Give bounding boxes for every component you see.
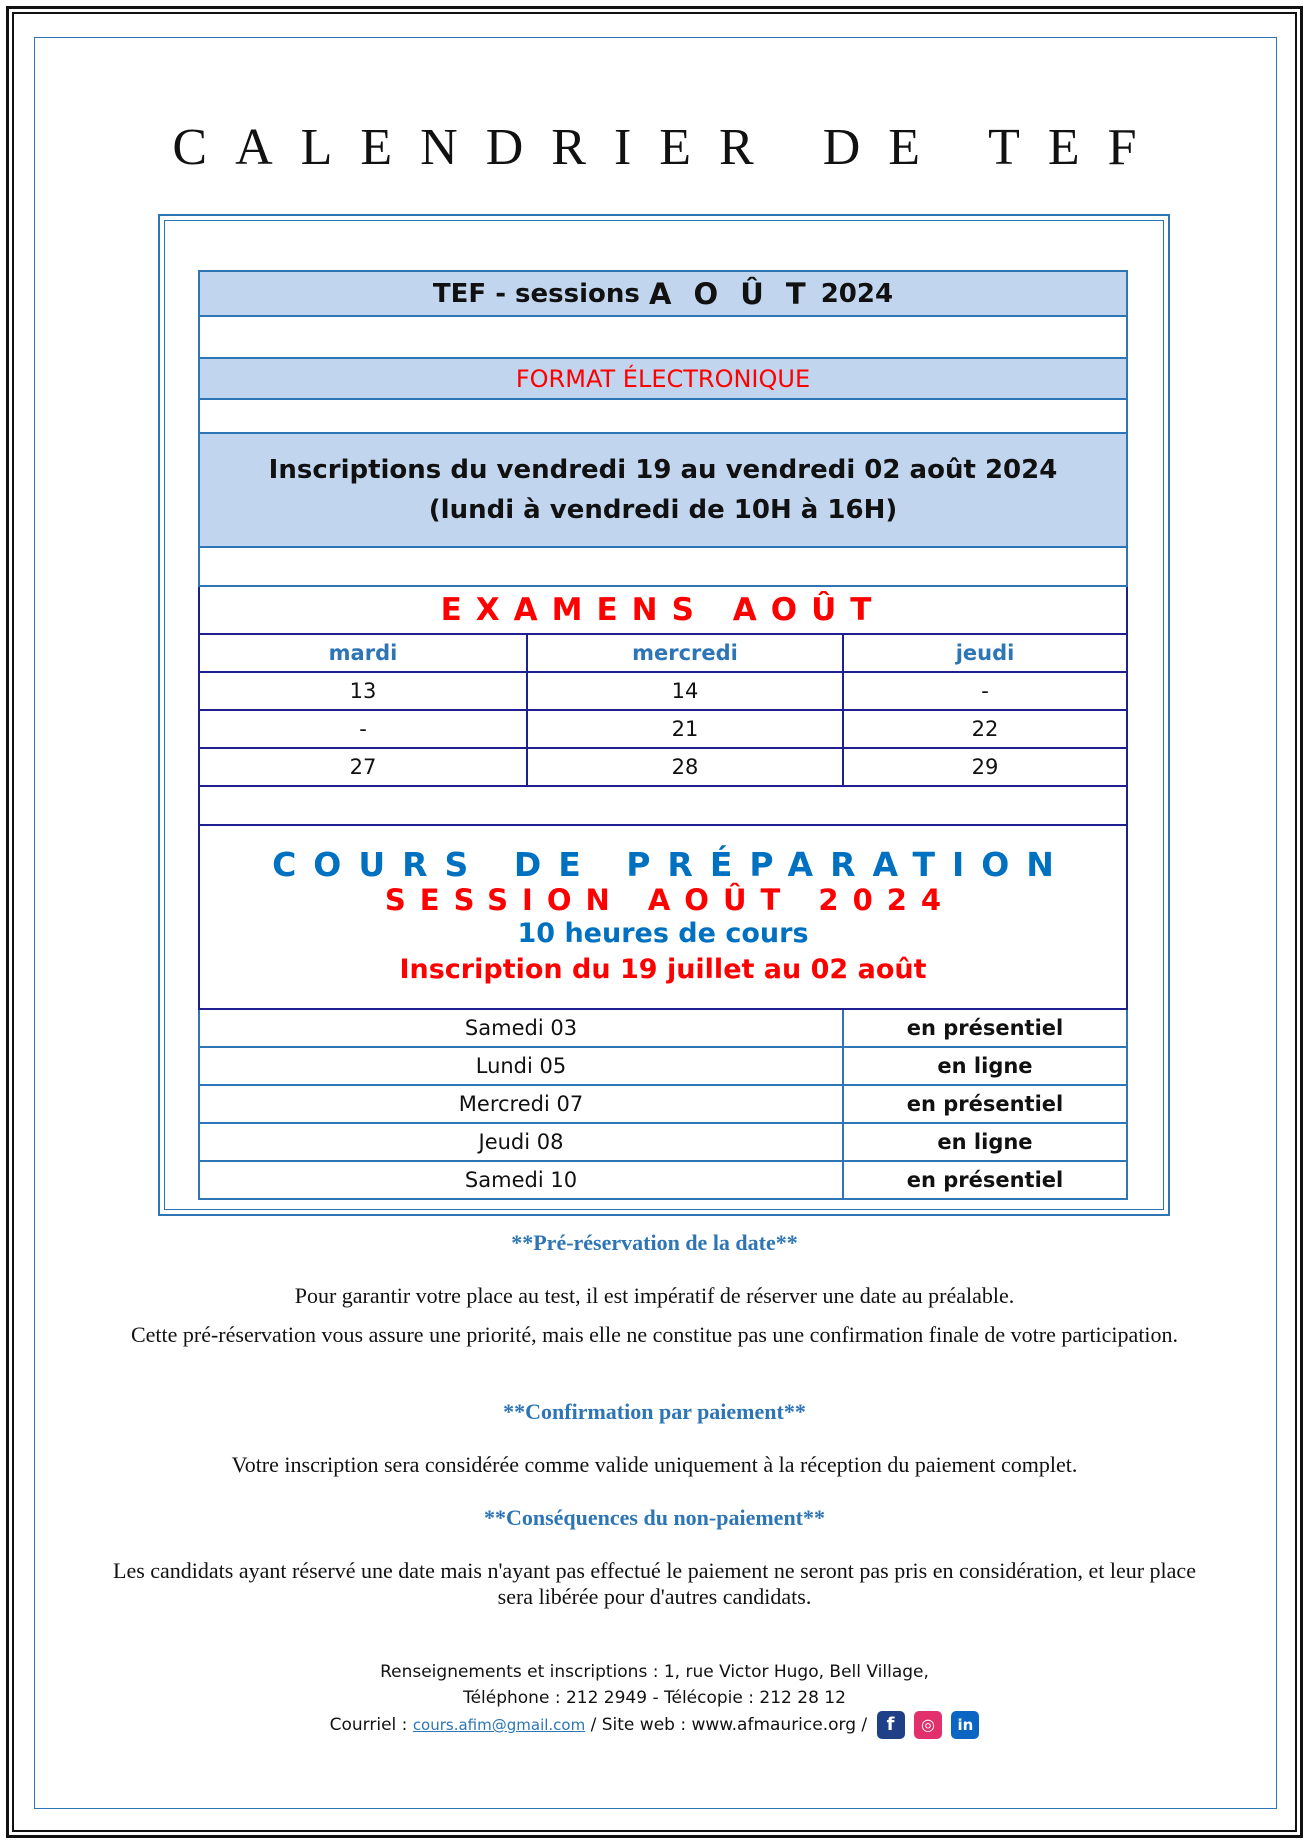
courriel-label: Courriel : [329, 1715, 408, 1735]
inscriptions-dates: Inscriptions du vendredi 19 au vendredi 02 août 2024 [268, 455, 1058, 485]
format-label: FORMAT ÉLECTRONIQUE [515, 364, 811, 393]
instagram-icon[interactable]: ◎ [914, 1711, 942, 1739]
linkedin-icon[interactable]: in [951, 1711, 979, 1739]
cours-title: COURS DE PRÉPARATION [272, 845, 1071, 884]
table-cell: 29 [971, 755, 999, 779]
table-cell: - [200, 711, 528, 747]
header-mardi: mardi [200, 635, 528, 671]
prereservation-heading: **Pré-réservation de la date** [511, 1230, 798, 1255]
table-cell: 13 [200, 673, 528, 709]
table-cell: 14 [528, 673, 844, 709]
session-row [198, 270, 1128, 317]
website-text: / Site web : www.afmaurice.org / [590, 1715, 868, 1735]
confirmation-heading: **Confirmation par paiement** [503, 1399, 806, 1424]
cours-mode: en présentiel [906, 1092, 1064, 1116]
table-cell: 27 [200, 749, 528, 785]
examens-header-row [198, 635, 1128, 673]
consequences-p: Les candidats ayant réservé une date mais n'ayant pas effectué le paiement ne seront pas pris en considération, et leur place sera libérée pour d'autres candidats. [113, 1558, 1196, 1609]
facebook-icon[interactable]: f [877, 1711, 905, 1739]
prereservation-p2: Cette pré-réservation vous assure une priorité, mais elle ne constitue pas une confirmation finale de votre participation. [130, 1322, 1179, 1347]
table-row [198, 749, 1128, 787]
table-cell: 28 [528, 749, 844, 785]
page-title: CALENDRIER DE TEF [172, 119, 1165, 176]
cours-mode: en ligne [937, 1130, 1033, 1154]
format-row [198, 359, 1128, 400]
empty-row [198, 400, 1128, 434]
list-item [198, 1086, 1128, 1124]
session-prefix: TEF - sessions [432, 278, 640, 309]
prereservation-p1: Pour garantir votre place au test, il est impératif de réserver une date au préalable. [294, 1283, 1015, 1308]
table-cell: 22 [971, 717, 999, 741]
cours-hours: 10 heures de cours [517, 918, 809, 949]
confirmation-p: Votre inscription sera considérée comme valide uniquement à la réception du paiement complet. [231, 1452, 1078, 1477]
table-cell: - [981, 679, 989, 703]
cours-session: SESSION AOÛT 2024 [384, 883, 956, 917]
examens-title-text: EXAMENS AOÛT [440, 592, 886, 628]
table-cell: 21 [528, 711, 844, 747]
examens-title [198, 587, 1128, 635]
table-row [198, 673, 1128, 711]
session-month: A O Û T [648, 276, 812, 311]
empty-row [198, 787, 1128, 826]
inscriptions-row [198, 434, 1128, 548]
cours-day: Mercredi 07 [200, 1086, 844, 1122]
list-item [198, 1124, 1128, 1162]
cours-mode: en ligne [937, 1054, 1033, 1078]
cours-inscription: Inscription du 19 juillet au 02 août [399, 954, 927, 985]
consequences-heading: **Conséquences du non-paiement** [483, 1505, 826, 1530]
list-item [198, 1162, 1128, 1200]
cours-mode: en présentiel [906, 1168, 1064, 1192]
calendar-table [198, 270, 1128, 1200]
header-mercredi: mercredi [528, 635, 844, 671]
cours-mode: en présentiel [906, 1016, 1064, 1040]
cours-block [198, 826, 1128, 1010]
cours-day: Samedi 10 [200, 1162, 844, 1198]
list-item [198, 1010, 1128, 1048]
header-jeudi: jeudi [955, 641, 1015, 665]
footer-contact [0, 1711, 1309, 1739]
empty-row [198, 548, 1128, 587]
email-link[interactable]: cours.afim@gmail.com [412, 1716, 586, 1734]
cours-day: Samedi 03 [200, 1010, 844, 1046]
footer-phone: Téléphone : 212 2949 - Télécopie : 212 28 12 [463, 1688, 846, 1708]
table-row [198, 711, 1128, 749]
cours-day: Lundi 05 [200, 1048, 844, 1084]
empty-row [198, 317, 1128, 359]
footer-address: Renseignements et inscriptions : 1, rue Victor Hugo, Bell Village, [380, 1662, 929, 1682]
cours-day: Jeudi 08 [200, 1124, 844, 1160]
list-item [198, 1048, 1128, 1086]
inscriptions-hours: (lundi à vendredi de 10H à 16H) [428, 495, 898, 525]
session-year: 2024 [820, 278, 894, 309]
